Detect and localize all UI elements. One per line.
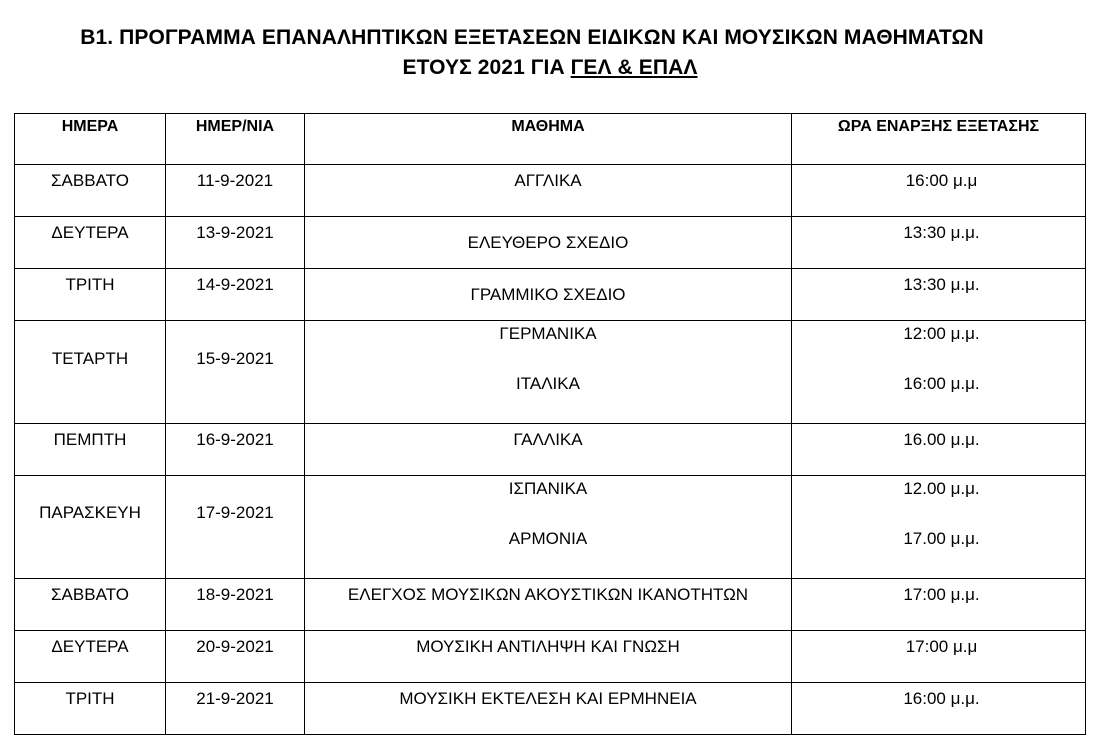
cell-date	[166, 476, 305, 579]
cell-date	[166, 217, 305, 269]
time-text: 17:00 μ.μ	[905, 637, 978, 656]
cell-date	[166, 269, 305, 321]
cell-day	[15, 579, 166, 631]
cell-subject	[305, 165, 792, 217]
date-text: 16-9-2021	[196, 430, 274, 449]
cell-day	[15, 269, 166, 321]
time-text: 16:00 μ.μ.	[903, 689, 980, 708]
time-text: 16:00 μ.μ	[905, 171, 978, 190]
cell-day	[15, 424, 166, 476]
day-text: ΔΕΥΤΕΡΑ	[51, 223, 129, 242]
exam-schedule-table	[14, 113, 1086, 735]
cell-date	[166, 631, 305, 683]
table-row	[15, 424, 1086, 476]
time-list	[792, 476, 1085, 578]
cell-date	[166, 579, 305, 631]
date-text: 21-9-2021	[196, 689, 274, 708]
cell-time	[792, 579, 1086, 631]
table-row	[15, 217, 1086, 269]
cell-subject	[305, 579, 792, 631]
time-list	[792, 321, 1085, 423]
header-start-time	[792, 114, 1086, 165]
document-subtitle	[0, 54, 1100, 82]
subject-list	[305, 321, 791, 423]
header-date-label: ΗΜΕΡ/ΝΙΑ	[195, 118, 275, 135]
date-text: 20-9-2021	[196, 637, 274, 656]
document-title: B1. ΠΡΟΓΡΑΜΜΑ ΕΠΑΝΑΛΗΠΤΙΚΩΝ ΕΞΕΤΑΣΕΩΝ ΕΙΔΙΚΩΝ ΚΑΙ ΜΟΥΣΙΚΩΝ ΜΑΘΗΜΑΤΩΝ	[80, 26, 984, 49]
header-day	[15, 114, 166, 165]
cell-subject	[305, 424, 792, 476]
subject-text: ΙΤΑΛΙΚΑ	[516, 374, 580, 393]
day-text: ΤΕΤΑΡΤΗ	[51, 349, 129, 368]
subject-text: ΓΑΛΛΙΚΑ	[513, 430, 583, 449]
header-start-time-label: ΩΡΑ ΕΝΑΡΞΗΣ ΕΞΕΤΑΣΗΣ	[837, 118, 1040, 135]
header-subject	[305, 114, 792, 165]
subject-text: ΜΟΥΣΙΚΗ ΕΚΤΕΛΕΣΗ ΚΑΙ ΕΡΜΗΝΕΙΑ	[399, 689, 697, 708]
time-text: 13:30 μ.μ.	[903, 223, 980, 242]
cell-subject	[305, 269, 792, 321]
date-text: 14-9-2021	[196, 275, 274, 294]
time-text: 16.00 μ.μ.	[903, 430, 980, 449]
subject-text: ΑΓΓΛΙΚΑ	[514, 171, 582, 190]
cell-day	[15, 165, 166, 217]
day-text: ΣΑΒΒΑΤΟ	[51, 585, 129, 604]
subject-text: ΕΛΕΥΘΕΡΟ ΣΧΕΔΙΟ	[467, 233, 629, 252]
table-row	[15, 269, 1086, 321]
cell-subject	[305, 631, 792, 683]
cell-time	[792, 217, 1086, 269]
subject-text: ΜΟΥΣΙΚΗ ΑΝΤΙΛΗΨΗ ΚΑΙ ΓΝΩΣΗ	[416, 637, 680, 656]
subtitle-school-types: ΓΕΛ & ΕΠΑΛ	[570, 56, 698, 79]
subject-text: ΓΕΡΜΑΝΙΚΑ	[499, 324, 597, 343]
subject-text: ΑΡΜΟΝΙΑ	[508, 529, 588, 548]
cell-time	[792, 683, 1086, 735]
cell-day	[15, 217, 166, 269]
cell-date	[166, 165, 305, 217]
header-day-label: ΗΜΕΡΑ	[61, 118, 119, 135]
time-text: 12:00 μ.μ.	[903, 324, 980, 343]
date-text: 17-9-2021	[196, 503, 274, 522]
time-text: 17:00 μ.μ.	[903, 585, 980, 604]
time-text: 12.00 μ.μ.	[903, 479, 980, 498]
date-text: 13-9-2021	[196, 223, 274, 242]
cell-subject	[305, 321, 792, 424]
day-text: ΣΑΒΒΑΤΟ	[51, 171, 129, 190]
date-text: 18-9-2021	[196, 585, 274, 604]
cell-time	[792, 424, 1086, 476]
cell-subject	[305, 476, 792, 579]
table-row	[15, 321, 1086, 424]
subject-text: ΙΣΠΑΝΙΚΑ	[508, 479, 588, 498]
day-text: ΤΡΙΤΗ	[65, 275, 115, 294]
cell-subject	[305, 683, 792, 735]
subtitle-prefix: ΕΤΟΥΣ 2021 ΓΙΑ	[402, 56, 571, 79]
cell-time	[792, 321, 1086, 424]
table-row	[15, 579, 1086, 631]
day-text: ΠΑΡΑΣΚΕΥΗ	[39, 503, 141, 522]
table-row	[15, 683, 1086, 735]
subject-text: ΕΛΕΓΧΟΣ ΜΟΥΣΙΚΩΝ ΑΚΟΥΣΤΙΚΩΝ ΙΚΑΝΟΤΗΤΩΝ	[347, 585, 749, 604]
date-text: 15-9-2021	[196, 349, 274, 368]
cell-date	[166, 683, 305, 735]
date-text: 11-9-2021	[196, 171, 274, 190]
cell-time	[792, 269, 1086, 321]
table-row	[15, 631, 1086, 683]
cell-time	[792, 631, 1086, 683]
time-text: 17.00 μ.μ.	[903, 529, 980, 548]
day-text: ΔΕΥΤΕΡΑ	[51, 637, 129, 656]
time-text: 16:00 μ.μ.	[903, 374, 980, 393]
subject-text: ΓΡΑΜΜΙΚΟ ΣΧΕΔΙΟ	[470, 285, 626, 304]
day-text: ΤΡΙΤΗ	[65, 689, 115, 708]
cell-date	[166, 321, 305, 424]
subject-list	[305, 476, 791, 578]
cell-time	[792, 165, 1086, 217]
cell-day	[15, 476, 166, 579]
cell-subject	[305, 217, 792, 269]
cell-time	[792, 476, 1086, 579]
time-text: 13:30 μ.μ.	[903, 275, 980, 294]
table-row	[15, 165, 1086, 217]
cell-date	[166, 424, 305, 476]
header-date	[166, 114, 305, 165]
header-subject-label: ΜΑΘΗΜΑ	[511, 118, 585, 135]
table-header-row	[15, 114, 1086, 165]
cell-day	[15, 321, 166, 424]
cell-day	[15, 631, 166, 683]
table-row	[15, 476, 1086, 579]
day-text: ΠΕΜΠΤΗ	[53, 430, 127, 449]
cell-day	[15, 683, 166, 735]
